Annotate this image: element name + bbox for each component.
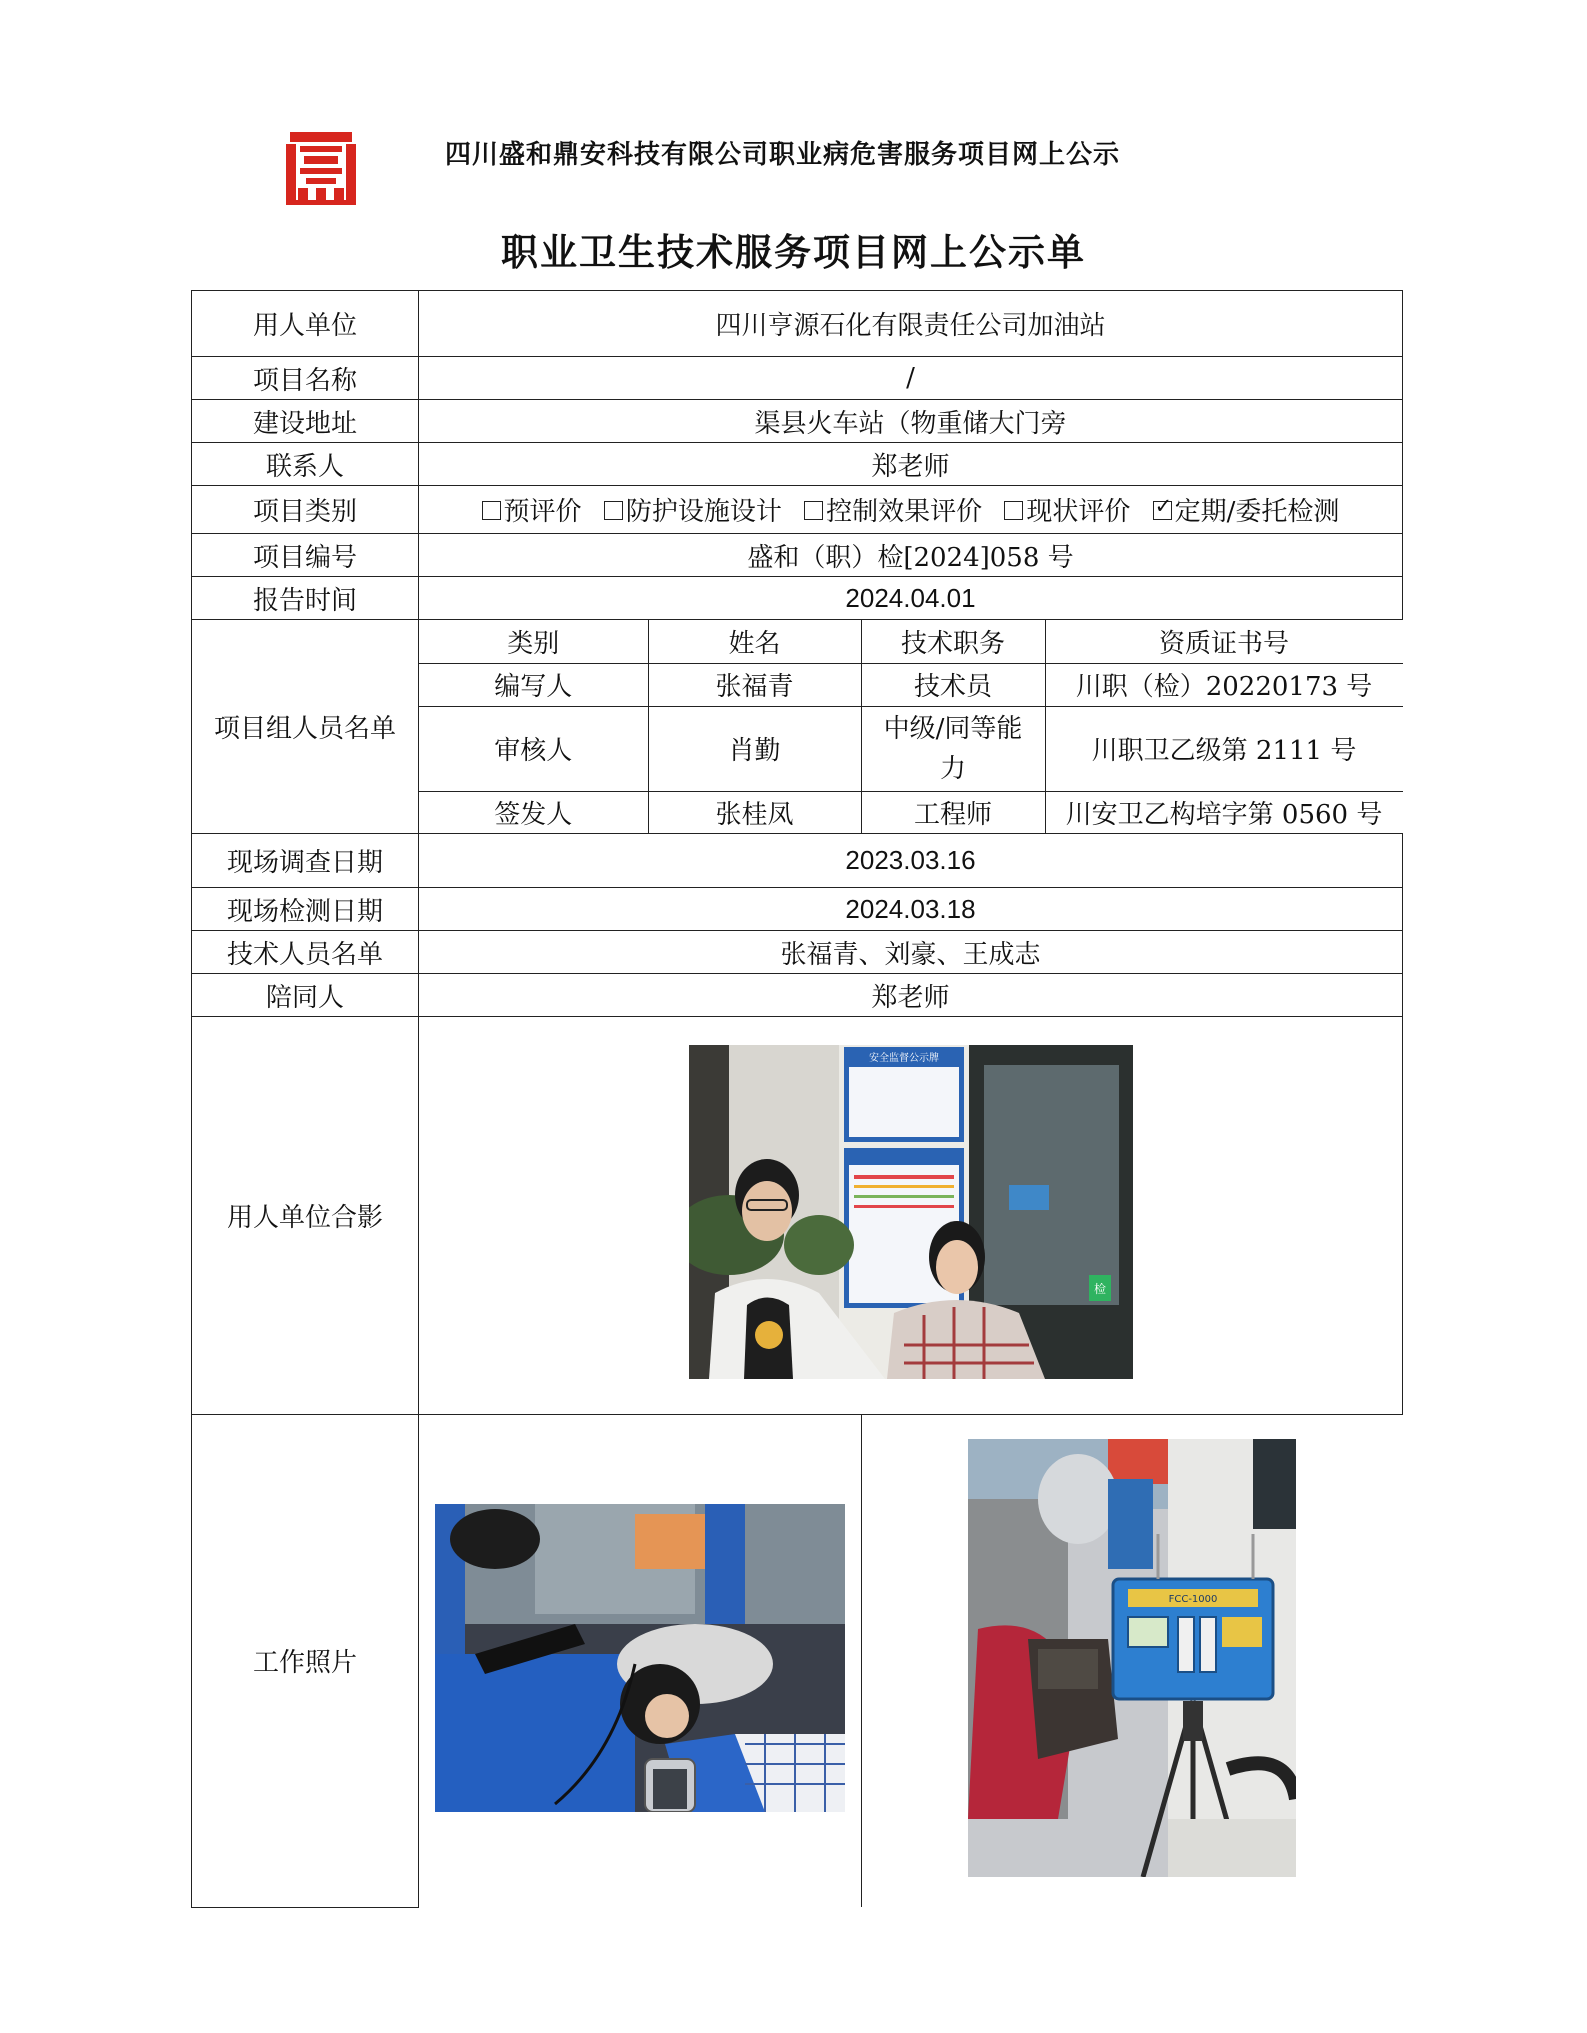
row-companion <box>192 974 1403 1017</box>
contact-label: 联系人 <box>192 443 419 486</box>
test-date-label: 现场检测日期 <box>192 888 419 931</box>
category-option[interactable] <box>482 491 582 528</box>
companion-value: 郑老师 <box>419 974 1403 1017</box>
category-option[interactable] <box>804 491 982 528</box>
document-header <box>280 120 1410 215</box>
team-header-row <box>419 620 1403 663</box>
work-photos-cell <box>419 1415 1403 1908</box>
team-title: 工程师 <box>861 791 1045 833</box>
group-photo-label: 用人单位合影 <box>192 1017 419 1415</box>
notice-table <box>191 290 1403 1908</box>
project-name-value: / <box>419 357 1403 400</box>
row-contact <box>192 443 1403 486</box>
work-photo-left-cell <box>419 1415 861 1907</box>
team-table <box>419 620 1403 833</box>
project-name-label: 项目名称 <box>192 357 419 400</box>
team-header: 姓名 <box>648 620 861 663</box>
category-label: 项目类别 <box>192 486 419 534</box>
header-title: 四川盛和鼎安科技有限公司职业病危害服务项目网上公示 <box>445 140 1121 170</box>
team-cert: 川安卫乙构培字第 0560 号 <box>1045 791 1403 833</box>
team-name: 肖勤 <box>648 706 861 791</box>
team-name: 张福青 <box>648 663 861 706</box>
group-photo <box>689 1045 1133 1379</box>
employer-value: 四川亨源石化有限责任公司加油站 <box>419 291 1403 357</box>
employer-label: 用人单位 <box>192 291 419 357</box>
work-photo-instrument <box>968 1439 1296 1877</box>
team-title: 技术员 <box>861 663 1045 706</box>
team-header: 资质证书号 <box>1045 620 1403 663</box>
work-photos-table <box>419 1415 1403 1907</box>
row-address <box>192 400 1403 443</box>
device-model: FCC-1000 <box>1168 1593 1218 1605</box>
team-header: 技术职务 <box>861 620 1045 663</box>
document-title: 职业卫生技术服务项目网上公示单 <box>501 230 1086 274</box>
team-cert: 川职卫乙级第 2111 号 <box>1045 706 1403 791</box>
board-title: 安全监督公示牌 <box>868 1053 939 1064</box>
team-row <box>419 791 1403 833</box>
survey-date-value: 2023.03.16 <box>419 834 1403 888</box>
category-option-text: 预评价 <box>503 497 582 527</box>
checkbox-icon[interactable] <box>804 501 823 520</box>
team-role: 审核人 <box>419 706 648 791</box>
category-option-text: 控制效果评价 <box>826 497 983 527</box>
project-no-label: 项目编号 <box>192 534 419 577</box>
category-option[interactable] <box>1004 491 1130 528</box>
team-title: 中级/同等能力 <box>861 706 1045 791</box>
row-test-date <box>192 888 1403 931</box>
row-tech-staff <box>192 931 1403 974</box>
companion-label: 陪同人 <box>192 974 419 1017</box>
category-option-text: 定期/委托检测 <box>1174 497 1340 527</box>
row-category <box>192 486 1403 534</box>
test-date-value: 2024.03.18 <box>419 888 1403 931</box>
category-options <box>419 486 1403 534</box>
team-name: 张桂凤 <box>648 791 861 833</box>
team-cell <box>419 620 1403 834</box>
work-photo-sampling <box>435 1504 845 1812</box>
tech-staff-value: 张福青、刘豪、王成志 <box>419 931 1403 974</box>
team-cert: 川职（检）20220173 号 <box>1045 663 1403 706</box>
row-team <box>192 620 1403 834</box>
company-logo <box>284 130 358 206</box>
report-date-label: 报告时间 <box>192 577 419 620</box>
report-date-value: 2024.04.01 <box>419 577 1403 620</box>
work-photos-label: 工作照片 <box>192 1415 419 1908</box>
checkbox-icon[interactable] <box>604 501 623 520</box>
checkbox-icon[interactable] <box>482 501 501 520</box>
team-role: 编写人 <box>419 663 648 706</box>
checkbox-checked-icon[interactable] <box>1153 501 1172 520</box>
row-employer <box>192 291 1403 357</box>
category-option-text: 现状评价 <box>1026 497 1131 527</box>
row-work-photos <box>192 1415 1403 1908</box>
team-row <box>419 706 1403 791</box>
team-role: 签发人 <box>419 791 648 833</box>
row-group-photo <box>192 1017 1403 1415</box>
checkbox-icon[interactable] <box>1004 501 1023 520</box>
group-photo-cell <box>419 1017 1403 1415</box>
tech-staff-label: 技术人员名单 <box>192 931 419 974</box>
row-survey-date <box>192 834 1403 888</box>
address-value: 渠县火车站（物重储大门旁 <box>419 400 1403 443</box>
row-project-no <box>192 534 1403 577</box>
category-option[interactable] <box>1153 491 1340 528</box>
survey-date-label: 现场调查日期 <box>192 834 419 888</box>
team-row <box>419 663 1403 706</box>
category-option[interactable] <box>604 491 782 528</box>
category-option-text: 防护设施设计 <box>625 497 782 527</box>
project-no-value: 盛和（职）检[2024]058 号 <box>419 534 1403 577</box>
contact-value: 郑老师 <box>419 443 1403 486</box>
team-label: 项目组人员名单 <box>192 620 419 834</box>
row-project-name <box>192 357 1403 400</box>
row-report-date <box>192 577 1403 620</box>
address-label: 建设地址 <box>192 400 419 443</box>
sign-text: 检 <box>1093 1282 1106 1296</box>
work-photo-right-cell <box>861 1415 1403 1907</box>
team-header: 类别 <box>419 620 648 663</box>
